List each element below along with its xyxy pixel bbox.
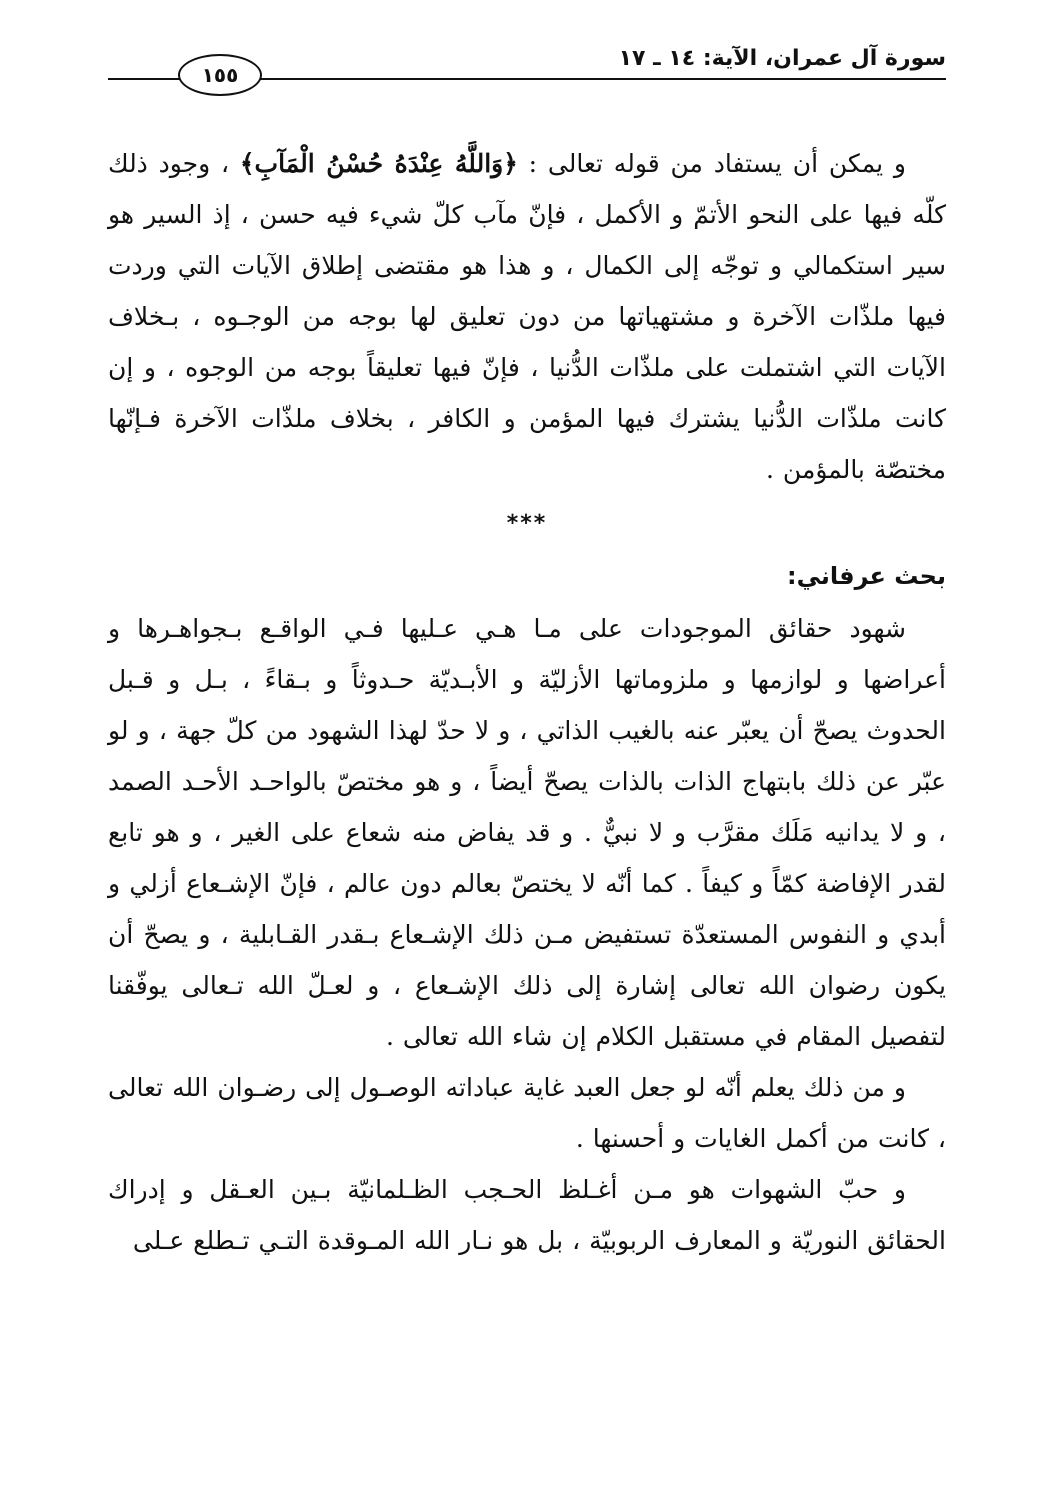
section-heading-colon: : [786,562,797,590]
paragraph: و حبّ الشهوات هو مـن أغـلظ الحـجب الظـلمانيّة بـين العـقل و إدراك الحقائق النوريّة و المعارف الربوبيّة ، بل هو نـار الله المـوقدة التـي تـطلع عـلى [108,1175,946,1255]
paragraph: شهود حقائق الموجودات على مـا هـي عـليها فـي الواقـع بـجواهـرها و أعراضها و لوازمها و ملزوماتها الأزليّة و الأبـديّة حـدوثاً و بـقاءً ، بـل و قـبل الحدوث يصحّ أن يعبّر عنه بالغيب الذاتي ، و لا حدّ لهذا الشهود من كلّ جهة ، و لو عبّر عن ذلك بابتهاج الذات بالذات يصحّ أيضاً ، و هو مختصّ بالواحـد الأحـد الصمد ، و لا يدانيه مَلَك مقرَّب و لا نبيٌّ . و قد يفاض منه شعاع على الغير ، و هو تابع لقدر الإفاضة كمّاً و كيفاً . كما أنّه لا يختصّ بعالم دون عالم ، فإنّ الإشـعاع أزلي و أبدي و النفوس المستعدّة تستفيض مـن ذلك الإشـعاع بـقدر القـابلية ، و يصحّ أن يكون رضوان الله تعالى إشارة إلى ذلك الإشـعاع ، و لعـلّ الله تـعالى يوفّقنا لتفصيل المقام في مستقبل الكلام إن شاء الله تعالى . [108,614,946,1051]
section-heading-text: بحث عرفاني [796,562,946,590]
page-number: ١٥٥ [178,54,262,96]
section-separator: *** [506,511,548,536]
running-title: سورة آل عمران، الآية: ١٤ ـ ١٧ [618,46,946,71]
body-text [108,138,946,1266]
paragraph [108,138,946,495]
paragraph-text: و يمكن أن يستفاد من قوله تعالى : [517,149,906,178]
page-header [108,40,946,90]
paragraph-text: ، وجود ذلك كلّه فيها على النحو الأتمّ و الأكمل ، فإنّ مآب كلّ شيء فيه حسن ، إذ السير هو سير استكمالي و توجّه إلى الكمال ، و هذا هو مقتضى إطلاق الآيات التي وردت فيها ملذّات الآخرة و مشتهياتها من دون تعليق لها بوجه من الوجـوه ، بـخلاف الآيات التي اشتملت على ملذّات الدُّنيا ، فإنّ فيها تعليقاً بوجه من الوجوه ، و إن كانت ملذّات الدُّنيا يشترك فيها المؤمن و الكافر ، بخلاف ملذّات الآخرة فـإنّها مختصّة بالمؤمن . [108,149,946,484]
paragraph: و من ذلك يعلم أنّه لو جعل العبد غاية عباداته الوصـول إلى رضـوان الله تعالى ، كانت من أكمل الغايات و أحسنها . [108,1073,946,1153]
quran-quote: ﴿وَاللَّهُ عِنْدَهُ حُسْنُ الْمَآبِ﴾ [239,149,518,178]
section-heading [108,549,946,603]
